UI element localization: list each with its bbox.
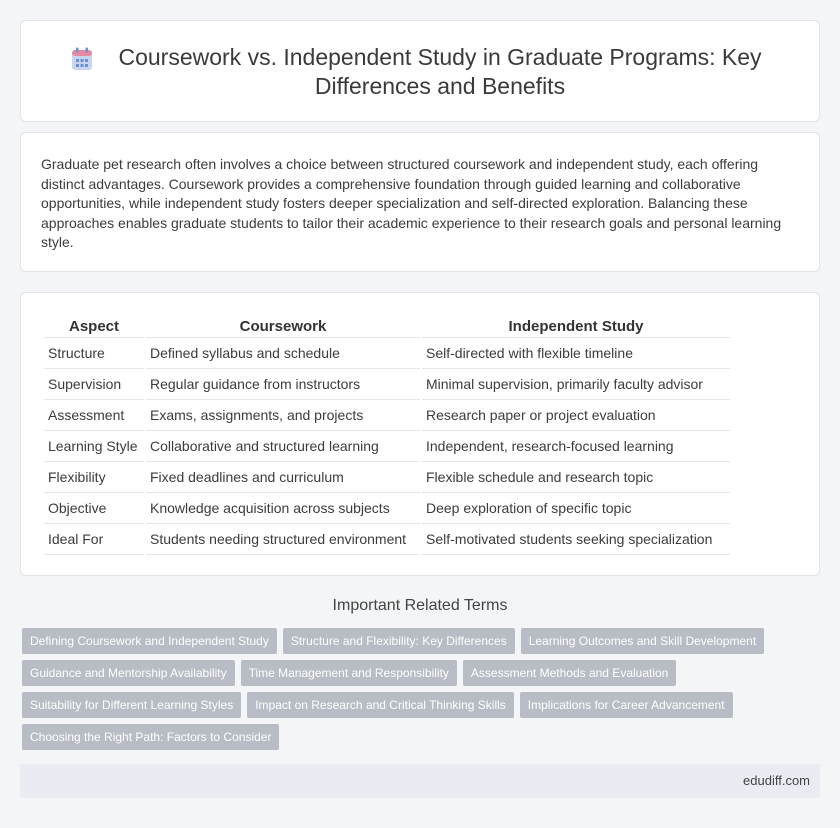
cell-aspect: Structure [44,338,144,369]
related-terms-heading: Important Related Terms [332,597,508,614]
cell-independent: Deep exploration of specific topic [422,493,730,524]
term-tag[interactable]: Impact on Research and Critical Thinking Skills [247,692,514,718]
comparison-table-card [20,292,820,576]
cell-aspect: Objective [44,493,144,524]
comparison-table [42,316,732,555]
footer-site[interactable]: edudiff.com [743,773,810,788]
term-tag[interactable]: Learning Outcomes and Skill Development [521,628,764,654]
cell-aspect: Assessment [44,400,144,431]
cell-independent: Independent, research-focused learning [422,431,730,462]
cell-aspect: Supervision [44,369,144,400]
footer [20,764,820,798]
term-tag[interactable]: Implications for Career Advancement [520,692,733,718]
term-tag[interactable]: Defining Coursework and Independent Study [22,628,277,654]
table-row [44,462,730,493]
cell-independent: Self-motivated students seeking specialization [422,524,730,555]
intro-card [20,132,820,272]
related-terms-list [22,628,822,750]
intro-paragraph: Graduate pet research often involves a choice between structured coursework and independent study, each offering distinct advantages. Coursework provides a comprehensive foundation through guided learning and collaborative opportunities, while independent study fosters deeper specialization and self-directed exploration. Balancing these approaches enables graduate students to tailor their academic experience to their research goals and personal learning style. [41,156,782,251]
header-coursework: Coursework [146,316,420,338]
page-title: Coursework vs. Independent Study in Graduate Programs: Key Differences and Benefits [118,44,762,99]
term-tag[interactable]: Structure and Flexibility: Key Differences [283,628,515,654]
cell-independent: Self-directed with flexible timeline [422,338,730,369]
cell-coursework: Regular guidance from instructors [146,369,420,400]
term-tag[interactable]: Guidance and Mentorship Availability [22,660,235,686]
cell-independent: Research paper or project evaluation [422,400,730,431]
header-independent-study: Independent Study [422,316,730,338]
cell-coursework: Collaborative and structured learning [146,431,420,462]
table-row [44,400,730,431]
title-card [20,20,820,122]
term-tag[interactable]: Choosing the Right Path: Factors to Consider [22,724,279,750]
table-row [44,524,730,555]
cell-aspect: Ideal For [44,524,144,555]
cell-aspect: Flexibility [44,462,144,493]
table-header-row [44,316,730,338]
table-row [44,338,730,369]
cell-coursework: Students needing structured environment [146,524,420,555]
cell-coursework: Defined syllabus and schedule [146,338,420,369]
cell-independent: Flexible schedule and research topic [422,462,730,493]
cell-coursework: Fixed deadlines and curriculum [146,462,420,493]
table-row [44,369,730,400]
cell-coursework: Exams, assignments, and projects [146,400,420,431]
cell-aspect: Learning Style [44,431,144,462]
cell-coursework: Knowledge acquisition across subjects [146,493,420,524]
term-tag[interactable]: Time Management and Responsibility [241,660,457,686]
term-tag[interactable]: Suitability for Different Learning Styles [22,692,241,718]
table-row [44,493,730,524]
header-aspect: Aspect [44,316,144,338]
cell-independent: Minimal supervision, primarily faculty advisor [422,369,730,400]
table-row [44,431,730,462]
term-tag[interactable]: Assessment Methods and Evaluation [463,660,676,686]
